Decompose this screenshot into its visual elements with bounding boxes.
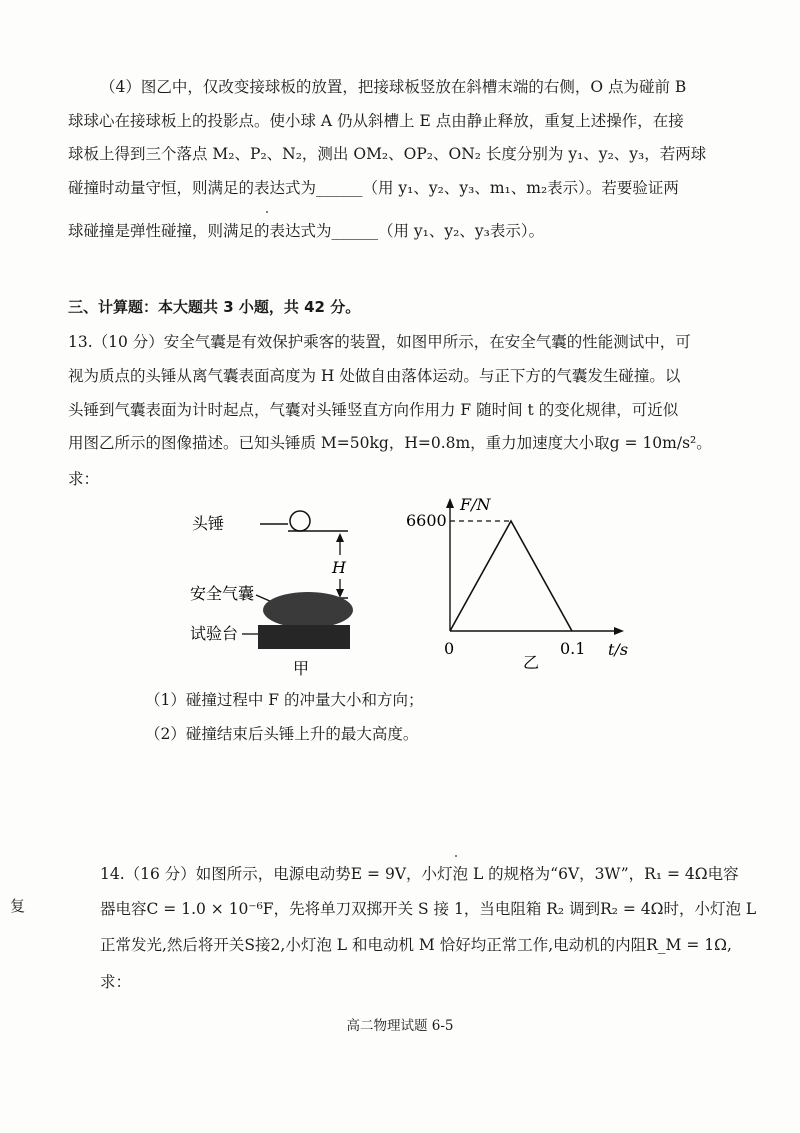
q12-part4-line-4: 碰撞时动量守恒，则满足的表达式为______（用 y₁、y₂、y₃、m₁、m₂表示）。若要验证两 bbox=[68, 179, 679, 197]
end-tick-label: 0.1 bbox=[560, 639, 586, 658]
q14-line-3: 正常发光,然后将开关S接2,小灯泡 L 和电动机 M 恰好均正常工作,电动机的内阻R_M = 1Ω, bbox=[100, 936, 732, 954]
q12-part4-line-1: （4）图乙中，仅改变接球板的放置，把接球板竖放在斜槽末端的右侧，O 点为碰前 B bbox=[100, 78, 687, 96]
peak-tick-label: 6600 bbox=[406, 511, 447, 530]
y-axis-label: F/N bbox=[460, 495, 491, 514]
q13-line-5: 求： bbox=[68, 470, 100, 488]
q13-line-2: 视为质点的头锤从离气囊表面高度为 H 处做自由落体运动。与正下方的气囊发生碰撞。以 bbox=[68, 367, 681, 385]
q13-line-3: 头锤到气囊表面为计时起点，气囊对头锤竖直方向作用力 F 随时间 t 的变化规律，可近似 bbox=[68, 401, 679, 419]
origin-label: 0 bbox=[444, 639, 455, 658]
q13-sub-2: （2）碰撞结束后头锤上升的最大高度。 bbox=[145, 725, 419, 743]
test-table bbox=[258, 625, 350, 649]
x-axis-label: t/s bbox=[608, 640, 629, 659]
q12-part4-line-3: 球板上得到三个落点 M₂、P₂、N₂，测出 OM₂、OP₂、ON₂ 长度分别为 y₁、y₂、y₃，若两球 bbox=[68, 145, 707, 163]
label-airbag: 安全气囊 bbox=[190, 584, 255, 603]
label-table: 试验台 bbox=[190, 624, 239, 643]
section-heading: 三、计算题：本大题共 3 小题，共 42 分。 bbox=[68, 298, 361, 316]
caption-yi: 乙 bbox=[523, 653, 540, 670]
figure-jia bbox=[190, 500, 390, 680]
force-curve bbox=[450, 521, 572, 631]
caption-jia: 甲 bbox=[293, 659, 310, 678]
q14-line-1: 14.（16 分）如图所示，电源电动势E = 9V，小灯泡 L 的规格为“6V，3W”，R₁ = 4Ω电容 bbox=[100, 865, 739, 883]
q14-line-2: 器电容C = 1.0 × 10⁻⁶F，先将单刀双掷开关 S 接 1，当电阻箱 R₂ 调到R₂ = 4Ω时，小灯泡 L bbox=[100, 900, 757, 918]
label-hammer: 头锤 bbox=[192, 514, 225, 533]
figure-yi bbox=[400, 490, 660, 670]
q14-line-4: 求： bbox=[100, 973, 132, 991]
q12-part4-line-5: 球碰撞是弹性碰撞，则满足的表达式为______（用 y₁、y₂、y₃表示）。 bbox=[68, 222, 545, 240]
scan-speck bbox=[455, 855, 457, 857]
margin-mark: 复 bbox=[10, 897, 26, 915]
q13-sub-1: （1）碰撞过程中 F 的冲量大小和方向； bbox=[145, 691, 424, 709]
q12-part4-line-2: 球球心在接球板上的投影点。使小球 A 仍从斜槽上 E 点由静止释放，重复上述操作，在接 bbox=[68, 112, 684, 130]
airbag bbox=[263, 592, 353, 628]
q13-line-1: 13.（10 分）安全气囊是有效保护乘客的装置，如图甲所示，在安全气囊的性能测试中，可 bbox=[68, 333, 691, 351]
label-h: H bbox=[332, 558, 346, 577]
q13-line-4: 用图乙所示的图像描述。已知头锤质 M=50kg，H=0.8m，重力加速度大小取g = 10m/s²。 bbox=[68, 434, 712, 452]
page-footer: 高二物理试题 6-5 bbox=[346, 1018, 454, 1034]
hammer-ball bbox=[290, 511, 310, 531]
scan-speck bbox=[266, 211, 268, 213]
